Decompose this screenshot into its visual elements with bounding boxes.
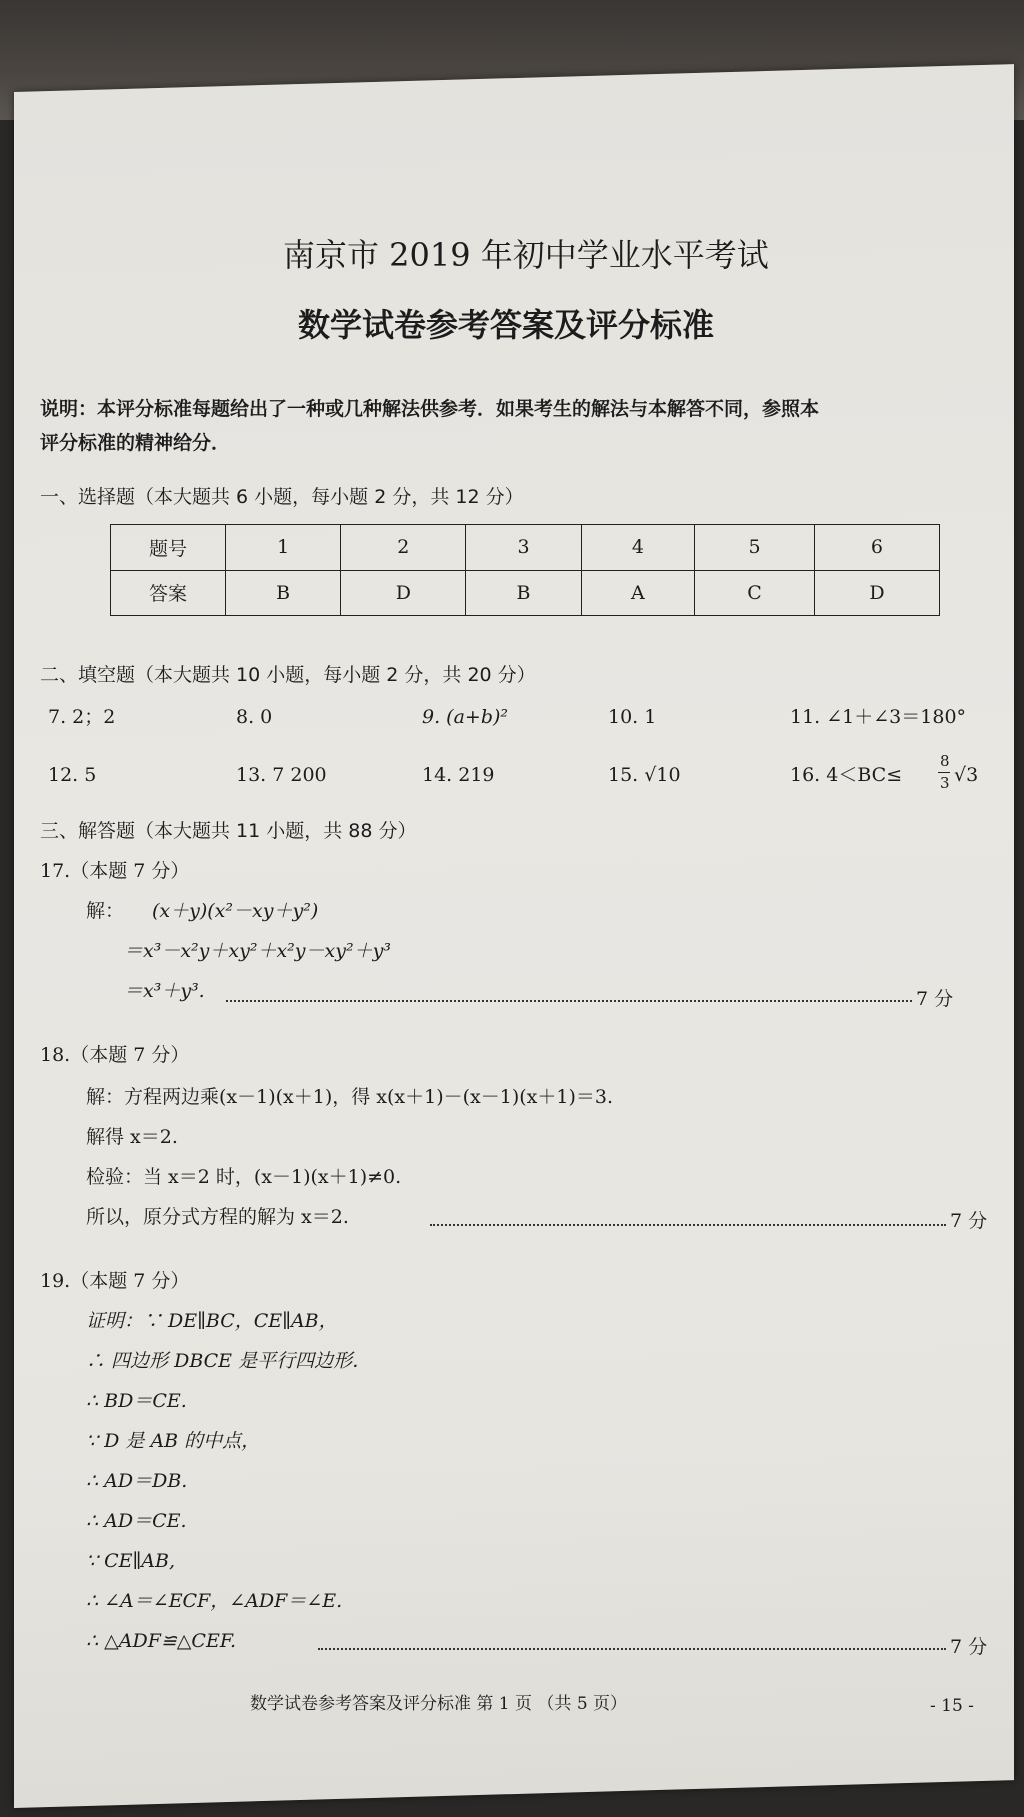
page-number: - 15 - [930, 1696, 974, 1716]
fill-answer-11: 11. ∠1＋∠3＝180° [790, 706, 967, 728]
table-row [111, 525, 940, 571]
fraction-denominator: 3 [940, 774, 950, 792]
document-subtitle: 数学试卷参考答案及评分标准 [298, 306, 715, 344]
row-label-answer: 答案 [111, 570, 226, 616]
table-cell: 6 [814, 525, 939, 571]
table-cell: C [695, 570, 815, 616]
section-2-heading: 二、填空题（本大题共 10 小题，每小题 2 分，共 20 分） [40, 664, 536, 686]
fill-answer-8: 8. 0 [236, 706, 273, 728]
fill-answer-7: 7. 2；2 [48, 706, 116, 728]
dotted-leader [430, 1224, 946, 1226]
q19-line-5: ∴ AD＝DB. [86, 1470, 188, 1492]
table-row [111, 570, 940, 616]
q19-line-6: ∴ AD＝CE. [86, 1510, 187, 1532]
fill-answer-16-radical: √3 [954, 764, 979, 786]
fill-answer-14: 14. 219 [422, 764, 495, 786]
q17-line-1: (x＋y)(x²－xy＋y²) [152, 900, 319, 922]
table-cell: B [466, 570, 581, 616]
table-cell: 3 [466, 525, 581, 571]
section-3-heading: 三、解答题（本大题共 11 小题，共 88 分） [40, 820, 417, 842]
table-cell: 2 [341, 525, 466, 571]
q19-line-4: ∵ D 是 AB 的中点， [86, 1430, 261, 1452]
fill-answer-13: 13. 7 200 [236, 764, 327, 786]
q19-score: 7 分 [950, 1636, 988, 1658]
q17-line-2: ＝x³－x²y＋xy²＋x²y－xy²＋y³ [124, 940, 391, 962]
fill-answer-9: 9. (a+b)² [422, 706, 509, 728]
table-cell: 5 [695, 525, 815, 571]
table-cell: 4 [581, 525, 695, 571]
fraction-numerator: 8 [940, 752, 950, 770]
q19-line-7: ∵ CE∥AB, [86, 1550, 176, 1572]
fraction-bar [938, 772, 950, 773]
fill-answer-15: 15. √10 [608, 764, 681, 786]
q19-line-9: ∴ △ADF≌△CEF. [86, 1630, 237, 1652]
q19-line-3: ∴ BD＝CE. [86, 1390, 187, 1412]
table-cell: 1 [226, 525, 341, 571]
table-cell: D [341, 570, 466, 616]
q19-header: 19.（本题 7 分） [40, 1270, 190, 1292]
fill-answer-16: 16. 4＜BC≤ [790, 764, 903, 786]
dotted-leader [318, 1648, 946, 1650]
fill-answer-10: 10. 1 [608, 706, 657, 728]
q18-line-2: 解得 x＝2. [86, 1126, 178, 1148]
q17-score: 7 分 [916, 988, 954, 1010]
q18-line-3: 检验：当 x＝2 时，(x－1)(x＋1)≠0. [86, 1166, 402, 1188]
q18-line-4: 所以，原分式方程的解为 x＝2. [86, 1206, 349, 1228]
table-cell: B [226, 570, 341, 616]
q18-header: 18.（本题 7 分） [40, 1044, 190, 1066]
q18-score: 7 分 [950, 1210, 988, 1232]
dotted-leader [226, 1000, 912, 1002]
note-line-2: 评分标准的精神给分． [40, 432, 231, 454]
fill-answer-12: 12. 5 [48, 764, 97, 786]
q17-label: 解： [86, 900, 125, 922]
note-line-1: 说明：本评分标准每题给出了一种或几种解法供参考．如果考生的解法与本解答不同，参照本 [40, 398, 820, 420]
answer-table [110, 524, 940, 616]
row-label-number: 题号 [111, 525, 226, 571]
table-cell: D [814, 570, 939, 616]
q19-line-1: 证明：∵ DE∥BC，CE∥AB， [86, 1310, 338, 1332]
document-title: 南京市 2019 年初中学业水平考试 [283, 236, 769, 274]
q19-line-8: ∴ ∠A＝∠ECF，∠ADF＝∠E. [86, 1590, 343, 1612]
section-1-heading: 一、选择题（本大题共 6 小题，每小题 2 分，共 12 分） [40, 486, 524, 508]
page-footer: 数学试卷参考答案及评分标准 第 1 页 （共 5 页） [250, 1694, 628, 1714]
q17-line-3: ＝x³＋y³. [124, 980, 205, 1002]
q19-line-2: ∴ 四边形 DBCE 是平行四边形． [86, 1350, 372, 1372]
q18-line-1: 解：方程两边乘(x－1)(x＋1)，得 x(x＋1)－(x－1)(x＋1)＝3. [86, 1086, 614, 1108]
table-cell: A [581, 570, 695, 616]
q17-header: 17.（本题 7 分） [40, 860, 190, 882]
